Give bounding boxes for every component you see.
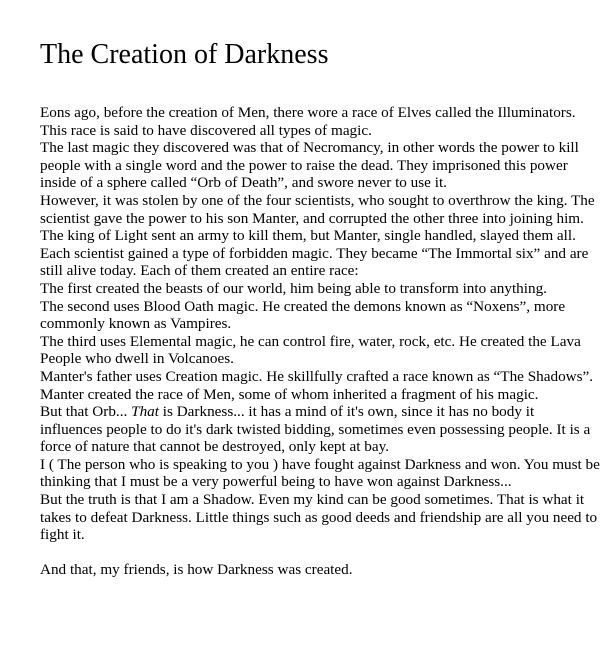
paragraph-race-of-men: Manter created the race of Men, some of whom inherited a fragment of his magic. bbox=[40, 385, 539, 403]
paragraph-manters-father: Manter's father uses Creation magic. He skillfully crafted a race known as “The Shadows”. bbox=[40, 367, 594, 385]
document-title: The Creation of Darkness bbox=[40, 39, 329, 70]
document-body bbox=[40, 104, 600, 579]
orb-text-after: is Darkness... it has a mind of it's own, since it has no body it influences people to do it's dark twisted bidding, sometimes even possessing people. It is a force of nature that cannot be destroyed, only kept at bay. bbox=[40, 403, 591, 456]
paragraph-fought-darkness: I ( The person who is speaking to you ) have fought against Darkness and won. You must be thinking that I must be a very powerful being to have won against Darkness... bbox=[40, 455, 600, 491]
paragraph-closing: And that, my friends, is how Darkness was created. bbox=[40, 561, 353, 579]
orb-text-before: But that Orb... bbox=[40, 403, 132, 421]
orb-text-emphasis: That bbox=[131, 403, 159, 421]
paragraph-necromancy: The last magic they discovered was that of Necromancy, in other words the power to kill people with a single word and the power to raise the dead. They imprisoned this power inside of a sphere called “Orb of Death”, and swore never to use it. bbox=[40, 139, 579, 192]
paragraph-shadow-truth: But the truth is that I am a Shadow. Even my kind can be good sometimes. That is what it takes to defeat Darkness. Little things such as good deeds and friendship are all you need to fight it. bbox=[40, 491, 598, 544]
paragraph-third-race: The third uses Elemental magic, he can control fire, water, rock, etc. He created the Lava People who dwell in Volcanoes. bbox=[40, 332, 581, 368]
paragraph-orb-darkness bbox=[40, 403, 600, 456]
paragraph-eons-ago: Eons ago, before the creation of Men, there wore a race of Elves called the Illuminators. This race is said to have discovered all types of magic. bbox=[40, 104, 576, 139]
paragraph-second-race: The second uses Blood Oath magic. He created the demons known as “Noxens”, more commonly known as Vampires. bbox=[40, 297, 566, 333]
paragraph-four-scientists: However, it was stolen by one of the four scientists, who sought to overthrow the king. The scientist gave the power to his son Manter, and corrupted the other three into joining him. The king of Light sent an army to kill them, but Manter, single handled, slayed them all. Each scientist gained a type of forbidden magic. They became “The Immortal six” and are still alive today. Each of them created an entire race: bbox=[40, 191, 595, 280]
paragraph-first-race: The first created the beasts of our world, him being able to transform into anything. bbox=[40, 279, 547, 297]
